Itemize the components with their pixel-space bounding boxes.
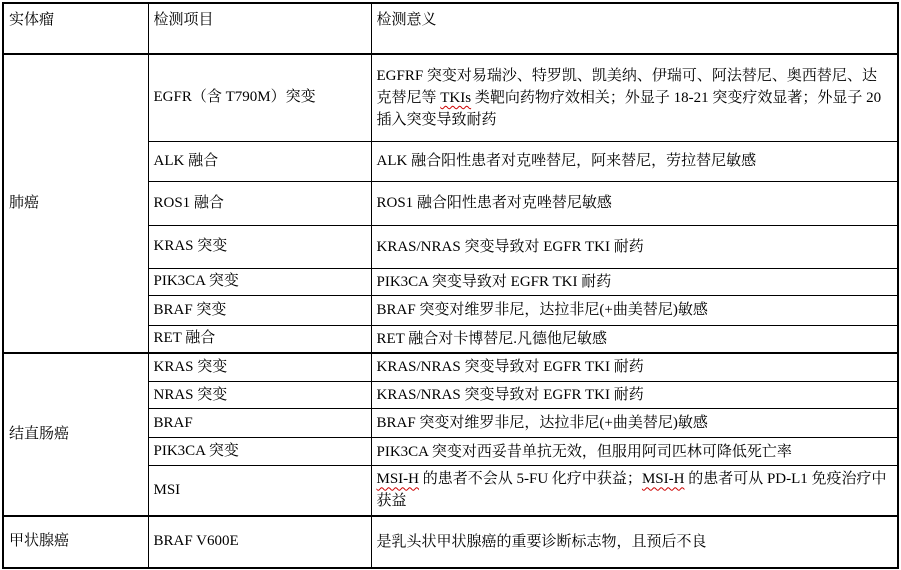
meaning-text: 类靶向药物疗效相关；外显子 18-21 突变疗效显著；外显子 20 插入突变导致耐药 <box>376 89 882 128</box>
meaning-cell: 是乳头状甲状腺癌的重要诊断标志物，且预后不良 <box>371 516 898 568</box>
tumor-cell-thyroid: 甲状腺癌 <box>3 516 148 568</box>
table-row <box>3 54 898 141</box>
test-item-cell: KRAS 突变 <box>148 353 371 382</box>
meaning-cell: PIK3CA 突变导致对 EGFR TKI 耐药 <box>371 268 898 295</box>
test-item-cell: PIK3CA 突变 <box>148 268 371 295</box>
table-row <box>3 516 898 568</box>
tumor-marker-table <box>2 2 899 569</box>
header-solid-tumor: 实体瘤 <box>3 3 148 54</box>
header-test-item: 检测项目 <box>148 3 371 54</box>
meaning-text: 的患者不会从 5-FU 化疗中获益； <box>419 471 642 488</box>
table-row <box>3 353 898 382</box>
meaning-cell: BRAF 突变对维罗非尼，达拉非尼(+曲美替尼)敏感 <box>371 295 898 325</box>
test-item-cell: PIK3CA 突变 <box>148 438 371 466</box>
test-item-cell: EGFR（含 T790M）突变 <box>148 54 371 141</box>
meaning-cell: ROS1 融合阳性患者对克唑替尼敏感 <box>371 181 898 225</box>
test-item-cell: BRAF <box>148 409 371 438</box>
test-item-cell: KRAS 突变 <box>148 225 371 268</box>
meaning-cell <box>371 54 898 141</box>
meaning-cell <box>371 466 898 516</box>
test-item-cell: MSI <box>148 466 371 516</box>
test-item-cell: RET 融合 <box>148 325 371 353</box>
meaning-cell: RET 融合对卡博替尼.凡德他尼敏感 <box>371 325 898 353</box>
meaning-text: 的患者可从 PD-L1 免疫治疗中获益 <box>376 471 887 510</box>
meaning-cell: PIK3CA 突变对西妥昔单抗无效，但服用阿司匹林可降低死亡率 <box>371 438 898 466</box>
test-item-cell: BRAF 突变 <box>148 295 371 325</box>
test-item-cell: NRAS 突变 <box>148 382 371 409</box>
meaning-text: EGFRF 突变对易瑞沙、特罗凯、凯美纳、伊瑞可、阿法替尼、奥西替尼、达克替尼等 <box>376 67 877 106</box>
test-item-cell: ROS1 融合 <box>148 181 371 225</box>
meaning-cell: KRAS/NRAS 突变导致对 EGFR TKI 耐药 <box>371 225 898 268</box>
header-row <box>3 3 898 54</box>
meaning-cell: BRAF 突变对维罗非尼，达拉非尼(+曲美替尼)敏感 <box>371 409 898 438</box>
meaning-cell: KRAS/NRAS 突变导致对 EGFR TKI 耐药 <box>371 382 898 409</box>
meaning-cell: KRAS/NRAS 突变导致对 EGFR TKI 耐药 <box>371 353 898 382</box>
test-item-cell: ALK 融合 <box>148 141 371 181</box>
misspelled-term: MSI-H <box>376 471 420 488</box>
misspelled-term: MSI-H <box>641 471 685 488</box>
tumor-cell-colorectal: 结直肠癌 <box>3 353 148 516</box>
header-test-significance: 检测意义 <box>371 3 898 54</box>
misspelled-term: TKIs <box>440 89 472 106</box>
test-item-cell: BRAF V600E <box>148 516 371 568</box>
meaning-cell: ALK 融合阳性患者对克唑替尼，阿来替尼，劳拉替尼敏感 <box>371 141 898 181</box>
tumor-cell-lung: 肺癌 <box>3 54 148 353</box>
